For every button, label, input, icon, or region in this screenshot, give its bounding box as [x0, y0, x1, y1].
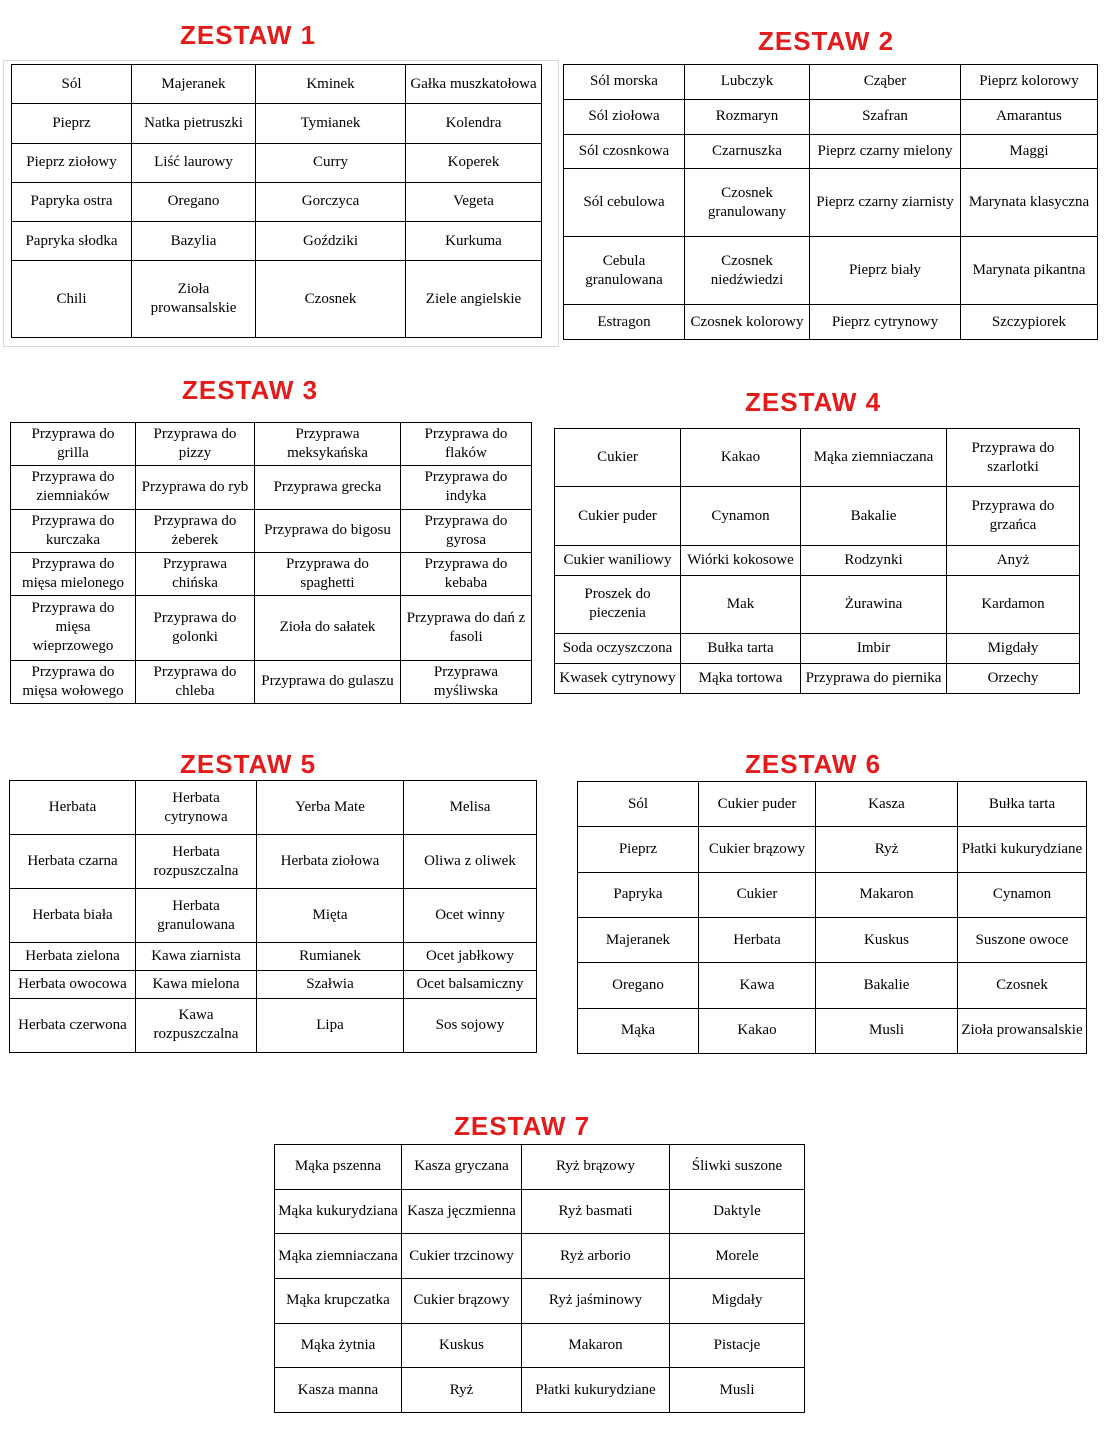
table-cell: Bakalie [801, 487, 947, 545]
table-cell: Ziele angielskie [406, 261, 542, 338]
table-cell: Przyprawa do grzańca [947, 487, 1080, 545]
table-cell: Przyprawa do ryb [136, 466, 255, 509]
table-cell: Przyprawa do ziemniaków [11, 466, 136, 509]
table-cell: Musli [670, 1368, 805, 1413]
table-cell: Ocet winny [404, 889, 537, 943]
table-cell: Szałwia [257, 971, 404, 999]
table-cell: Mąka żytnia [275, 1323, 402, 1368]
table-cell: Przyprawa do golonki [136, 596, 255, 660]
table-cell: Makaron [522, 1323, 670, 1368]
table-cell: Pieprz biały [810, 237, 961, 305]
table-row [578, 1008, 1087, 1053]
table-cell: Przyprawa myśliwska [401, 660, 532, 703]
table-cell: Szczypiorek [961, 305, 1098, 340]
table-cell: Pieprz [12, 104, 132, 143]
table-cell: Cukier brązowy [699, 827, 816, 872]
table-cell: Sos sojowy [404, 998, 537, 1052]
table-cell: Czosnek granulowany [685, 169, 810, 237]
table-row [578, 963, 1087, 1008]
table-row [11, 596, 532, 660]
table-cell: Papryka [578, 872, 699, 917]
table-cell: Przyprawa do gyrosa [401, 509, 532, 552]
table-row [564, 169, 1098, 237]
table-cell: Pieprz czarny ziarnisty [810, 169, 961, 237]
table-cell: Cukier [555, 429, 681, 487]
table-cell: Pistacje [670, 1323, 805, 1368]
table-cell: Ryż arborio [522, 1234, 670, 1279]
table-cell: Przyprawa do szarlotki [947, 429, 1080, 487]
set-7-table [274, 1144, 805, 1413]
table-cell: Herbata czarna [10, 835, 136, 889]
table-cell: Przyprawa do mięsa mielonego [11, 552, 136, 595]
table-row [12, 182, 542, 221]
table-cell: Kasza gryczana [402, 1145, 522, 1190]
set-2-table [563, 64, 1098, 340]
table-cell: Majeranek [578, 917, 699, 962]
table-cell: Herbata zielona [10, 943, 136, 971]
table-row [11, 423, 532, 466]
table-cell: Czosnek niedźwiedzi [685, 237, 810, 305]
table-cell: Kakao [681, 429, 801, 487]
table-cell: Ocet jabłkowy [404, 943, 537, 971]
table-cell: Cukier brązowy [402, 1278, 522, 1323]
table-cell: Kminek [256, 65, 406, 104]
table-row [12, 65, 542, 104]
table-cell: Mąka krupczatka [275, 1278, 402, 1323]
table-row [555, 545, 1080, 575]
table-cell: Pieprz cytrynowy [810, 305, 961, 340]
table-cell: Płatki kukurydziane [522, 1368, 670, 1413]
table-cell: Czosnek kolorowy [685, 305, 810, 340]
table-row [555, 575, 1080, 633]
table-cell: Morele [670, 1234, 805, 1279]
table-cell: Sól ziołowa [564, 99, 685, 134]
table-cell: Mak [681, 575, 801, 633]
table-cell: Przyprawa do grilla [11, 423, 136, 466]
table-cell: Zioła prowansalskie [132, 261, 256, 338]
table-row [12, 104, 542, 143]
table-cell: Mąka kukurydziana [275, 1189, 402, 1234]
table-cell: Herbata [699, 917, 816, 962]
table-cell: Amarantus [961, 99, 1098, 134]
set-6-table [577, 781, 1087, 1054]
table-cell: Bułka tarta [958, 782, 1087, 827]
table-cell: Majeranek [132, 65, 256, 104]
table-cell: Wiórki kokosowe [681, 545, 801, 575]
table-cell: Przyprawa grecka [255, 466, 401, 509]
table-cell: Melisa [404, 781, 537, 835]
table-cell: Przyprawa do mięsa wieprzowego [11, 596, 136, 660]
table-cell: Kawa mielona [136, 971, 257, 999]
table-cell: Bazylia [132, 222, 256, 261]
table-cell: Migdały [947, 634, 1080, 664]
set-7-title: ZESTAW 7 [454, 1111, 591, 1141]
table-cell: Lipa [257, 998, 404, 1052]
table-cell: Yerba Mate [257, 781, 404, 835]
table-cell: Przyprawa do żeberek [136, 509, 255, 552]
table-row [564, 134, 1098, 169]
table-cell: Przyprawa do flaków [401, 423, 532, 466]
table-cell: Kuskus [402, 1323, 522, 1368]
table-cell: Bakalie [816, 963, 958, 1008]
set-5-title: ZESTAW 5 [180, 749, 317, 779]
table-row [578, 872, 1087, 917]
table-cell: Mąka pszenna [275, 1145, 402, 1190]
table-cell: Mąka ziemniaczana [801, 429, 947, 487]
table-row [10, 998, 537, 1052]
table-row [10, 889, 537, 943]
set-5-table [9, 780, 537, 1053]
table-cell: Makaron [816, 872, 958, 917]
table-cell: Koperek [406, 143, 542, 182]
table-cell: Ryż [816, 827, 958, 872]
table-cell: Kawa [699, 963, 816, 1008]
table-cell: Szafran [810, 99, 961, 134]
set-4-table [554, 428, 1080, 694]
table-row [564, 99, 1098, 134]
table-cell: Lubczyk [685, 65, 810, 100]
table-cell: Herbata czerwona [10, 998, 136, 1052]
table-row [578, 917, 1087, 962]
table-cell: Przyprawa meksykańska [255, 423, 401, 466]
table-cell: Cukier waniliowy [555, 545, 681, 575]
table-cell: Soda oczyszczona [555, 634, 681, 664]
table-row [11, 466, 532, 509]
table-cell: Gorczyca [256, 182, 406, 221]
table-cell: Rodzynki [801, 545, 947, 575]
table-row [10, 781, 537, 835]
table-row [12, 143, 542, 182]
table-cell: Mąka ziemniaczana [275, 1234, 402, 1279]
table-row [12, 222, 542, 261]
table-cell: Gałka muszkatołowa [406, 65, 542, 104]
table-cell: Kasza [816, 782, 958, 827]
table-row [275, 1234, 805, 1279]
table-cell: Ryż basmati [522, 1189, 670, 1234]
table-cell: Śliwki suszone [670, 1145, 805, 1190]
table-cell: Pieprz [578, 827, 699, 872]
table-cell: Suszone owoce [958, 917, 1087, 962]
table-cell: Przyprawa do pizzy [136, 423, 255, 466]
table-cell: Marynata pikantna [961, 237, 1098, 305]
table-cell: Estragon [564, 305, 685, 340]
table-row [10, 971, 537, 999]
table-row [564, 305, 1098, 340]
table-cell: Mięta [257, 889, 404, 943]
table-cell: Cukier puder [699, 782, 816, 827]
table-cell: Bułka tarta [681, 634, 801, 664]
table-row [555, 487, 1080, 545]
table-cell: Pieprz czarny mielony [810, 134, 961, 169]
table-cell: Musli [816, 1008, 958, 1053]
table-cell: Herbata ziołowa [257, 835, 404, 889]
table-cell: Sól morska [564, 65, 685, 100]
table-row [578, 782, 1087, 827]
table-cell: Vegeta [406, 182, 542, 221]
table-row [11, 552, 532, 595]
table-cell: Cukier trzcinowy [402, 1234, 522, 1279]
table-cell: Papryka ostra [12, 182, 132, 221]
table-cell: Przyprawa do kurczaka [11, 509, 136, 552]
table-cell: Przyprawa do indyka [401, 466, 532, 509]
table-cell: Sól czosnkowa [564, 134, 685, 169]
set-1-table [11, 64, 542, 338]
table-cell: Przyprawa do kebaba [401, 552, 532, 595]
table-row [11, 660, 532, 703]
table-cell: Cukier [699, 872, 816, 917]
table-cell: Oliwa z oliwek [404, 835, 537, 889]
table-cell: Kasza jęczmienna [402, 1189, 522, 1234]
table-cell: Herbata cytrynowa [136, 781, 257, 835]
table-cell: Pieprz ziołowy [12, 143, 132, 182]
table-cell: Czosnek [256, 261, 406, 338]
table-cell: Maggi [961, 134, 1098, 169]
table-cell: Żurawina [801, 575, 947, 633]
table-cell: Curry [256, 143, 406, 182]
table-cell: Zioła do sałatek [255, 596, 401, 660]
table-cell: Przyprawa do mięsa wołowego [11, 660, 136, 703]
table-cell: Kurkuma [406, 222, 542, 261]
table-cell: Cynamon [681, 487, 801, 545]
table-cell: Liść laurowy [132, 143, 256, 182]
table-cell: Cynamon [958, 872, 1087, 917]
table-cell: Przyprawa do chleba [136, 660, 255, 703]
set-3-title: ZESTAW 3 [182, 375, 319, 405]
table-cell: Kakao [699, 1008, 816, 1053]
table-cell: Cukier puder [555, 487, 681, 545]
table-row [275, 1145, 805, 1190]
table-cell: Oregano [578, 963, 699, 1008]
table-cell: Herbata biała [10, 889, 136, 943]
set-2-title: ZESTAW 2 [758, 26, 895, 56]
table-cell: Kardamon [947, 575, 1080, 633]
table-cell: Przyprawa do spaghetti [255, 552, 401, 595]
table-cell: Kwasek cytrynowy [555, 664, 681, 694]
table-cell: Ocet balsamiczny [404, 971, 537, 999]
table-cell: Przyprawa do bigosu [255, 509, 401, 552]
table-row [564, 65, 1098, 100]
set-6-title: ZESTAW 6 [745, 749, 882, 779]
table-cell: Przyprawa do piernika [801, 664, 947, 694]
table-cell: Czarnuszka [685, 134, 810, 169]
table-row [10, 943, 537, 971]
table-cell: Papryka słodka [12, 222, 132, 261]
table-cell: Sól [12, 65, 132, 104]
table-row [555, 664, 1080, 694]
table-cell: Ryż [402, 1368, 522, 1413]
table-cell: Kawa ziarnista [136, 943, 257, 971]
table-cell: Imbir [801, 634, 947, 664]
set-3-table [10, 422, 532, 704]
table-cell: Orzechy [947, 664, 1080, 694]
table-cell: Przyprawa do dań z fasoli [401, 596, 532, 660]
table-cell: Kuskus [816, 917, 958, 962]
table-row [10, 835, 537, 889]
table-row [555, 634, 1080, 664]
table-cell: Anyż [947, 545, 1080, 575]
table-cell: Herbata [10, 781, 136, 835]
table-row [555, 429, 1080, 487]
table-cell: Rumianek [257, 943, 404, 971]
table-cell: Mąka [578, 1008, 699, 1053]
table-cell: Chili [12, 261, 132, 338]
table-cell: Ryż brązowy [522, 1145, 670, 1190]
table-cell: Natka pietruszki [132, 104, 256, 143]
table-cell: Kawa rozpuszczalna [136, 998, 257, 1052]
table-row [275, 1189, 805, 1234]
table-row [275, 1323, 805, 1368]
table-cell: Herbata granulowana [136, 889, 257, 943]
table-row [564, 237, 1098, 305]
table-row [11, 509, 532, 552]
table-row [12, 261, 542, 338]
table-cell: Herbata owocowa [10, 971, 136, 999]
table-cell: Cebula granulowana [564, 237, 685, 305]
set-1-title: ZESTAW 1 [180, 20, 317, 50]
table-cell: Migdały [670, 1278, 805, 1323]
table-row [275, 1368, 805, 1413]
table-cell: Kolendra [406, 104, 542, 143]
table-cell: Marynata klasyczna [961, 169, 1098, 237]
table-cell: Ryż jaśminowy [522, 1278, 670, 1323]
table-cell: Goździki [256, 222, 406, 261]
set-4-title: ZESTAW 4 [745, 387, 882, 417]
table-cell: Mąka tortowa [681, 664, 801, 694]
table-row [275, 1278, 805, 1323]
table-cell: Sól cebulowa [564, 169, 685, 237]
table-cell: Czosnek [958, 963, 1087, 1008]
table-cell: Herbata rozpuszczalna [136, 835, 257, 889]
table-cell: Kasza manna [275, 1368, 402, 1413]
table-cell: Cząber [810, 65, 961, 100]
table-row [578, 827, 1087, 872]
table-cell: Proszek do pieczenia [555, 575, 681, 633]
table-cell: Płatki kukurydziane [958, 827, 1087, 872]
table-cell: Oregano [132, 182, 256, 221]
table-cell: Daktyle [670, 1189, 805, 1234]
table-cell: Tymianek [256, 104, 406, 143]
table-cell: Przyprawa chińska [136, 552, 255, 595]
table-cell: Zioła prowansalskie [958, 1008, 1087, 1053]
table-cell: Pieprz kolorowy [961, 65, 1098, 100]
table-cell: Rozmaryn [685, 99, 810, 134]
table-cell: Przyprawa do gulaszu [255, 660, 401, 703]
table-cell: Sól [578, 782, 699, 827]
